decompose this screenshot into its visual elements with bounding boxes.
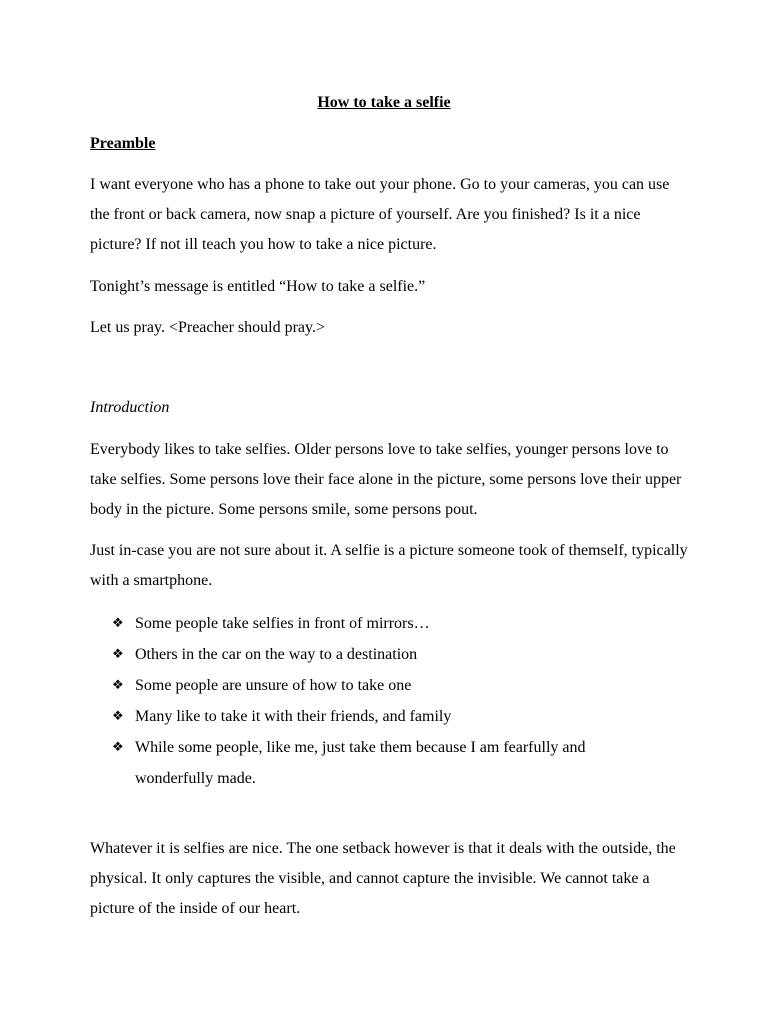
list-item-text: Some people take selfies in front of mirrors… — [135, 615, 430, 632]
diamond-bullet-icon: ❖ — [112, 678, 124, 693]
introduction-paragraph-1: Everybody likes to take selfies. Older persons love to take selfies, younger persons love to take selfies. Some persons love their face alone in the picture, some persons love their upper body in the picture. Some persons smile, some persons pout. — [90, 441, 682, 518]
list-item — [112, 639, 672, 670]
diamond-bullet-icon: ❖ — [112, 740, 124, 755]
list-item-text: Many like to take it with their friends, and family — [135, 708, 452, 725]
document-title: How to take a selfie — [317, 94, 451, 111]
diamond-bullet-icon: ❖ — [112, 616, 124, 631]
list-item-text: Others in the car on the way to a destination — [135, 646, 418, 663]
list-item — [112, 701, 672, 732]
introduction-paragraph-2: Just in-case you are not sure about it. A selfie is a picture someone took of themself, typically with a smartphone. — [90, 542, 688, 589]
bullet-list — [112, 608, 672, 794]
list-item-text: Some people are unsure of how to take one — [135, 677, 412, 694]
diamond-bullet-icon: ❖ — [112, 647, 124, 662]
introduction-heading: Introduction — [90, 399, 170, 416]
preamble-paragraph-2: Tonight’s message is entitled “How to take a selfie.” — [90, 278, 426, 295]
list-item-text: While some people, like me, just take them because I am fearfully and wonderfully made. — [135, 739, 586, 787]
closing-paragraph: Whatever it is selfies are nice. The one setback however is that it deals with the outside, the physical. It only captures the visible, and cannot capture the invisible. We cannot take a picture of the inside of our heart. — [90, 840, 676, 917]
list-item — [112, 670, 672, 701]
preamble-paragraph-1: I want everyone who has a phone to take out your phone. Go to your cameras, you can use the front or back camera, now snap a picture of yourself. Are you finished? Is it a nice picture? If not ill teach you how to take a nice picture. — [90, 176, 670, 253]
list-item — [112, 732, 672, 794]
diamond-bullet-icon: ❖ — [112, 709, 124, 724]
list-item — [112, 608, 672, 639]
preamble-heading: Preamble — [90, 135, 156, 152]
preamble-paragraph-3: Let us pray. <Preacher should pray.> — [90, 319, 326, 336]
